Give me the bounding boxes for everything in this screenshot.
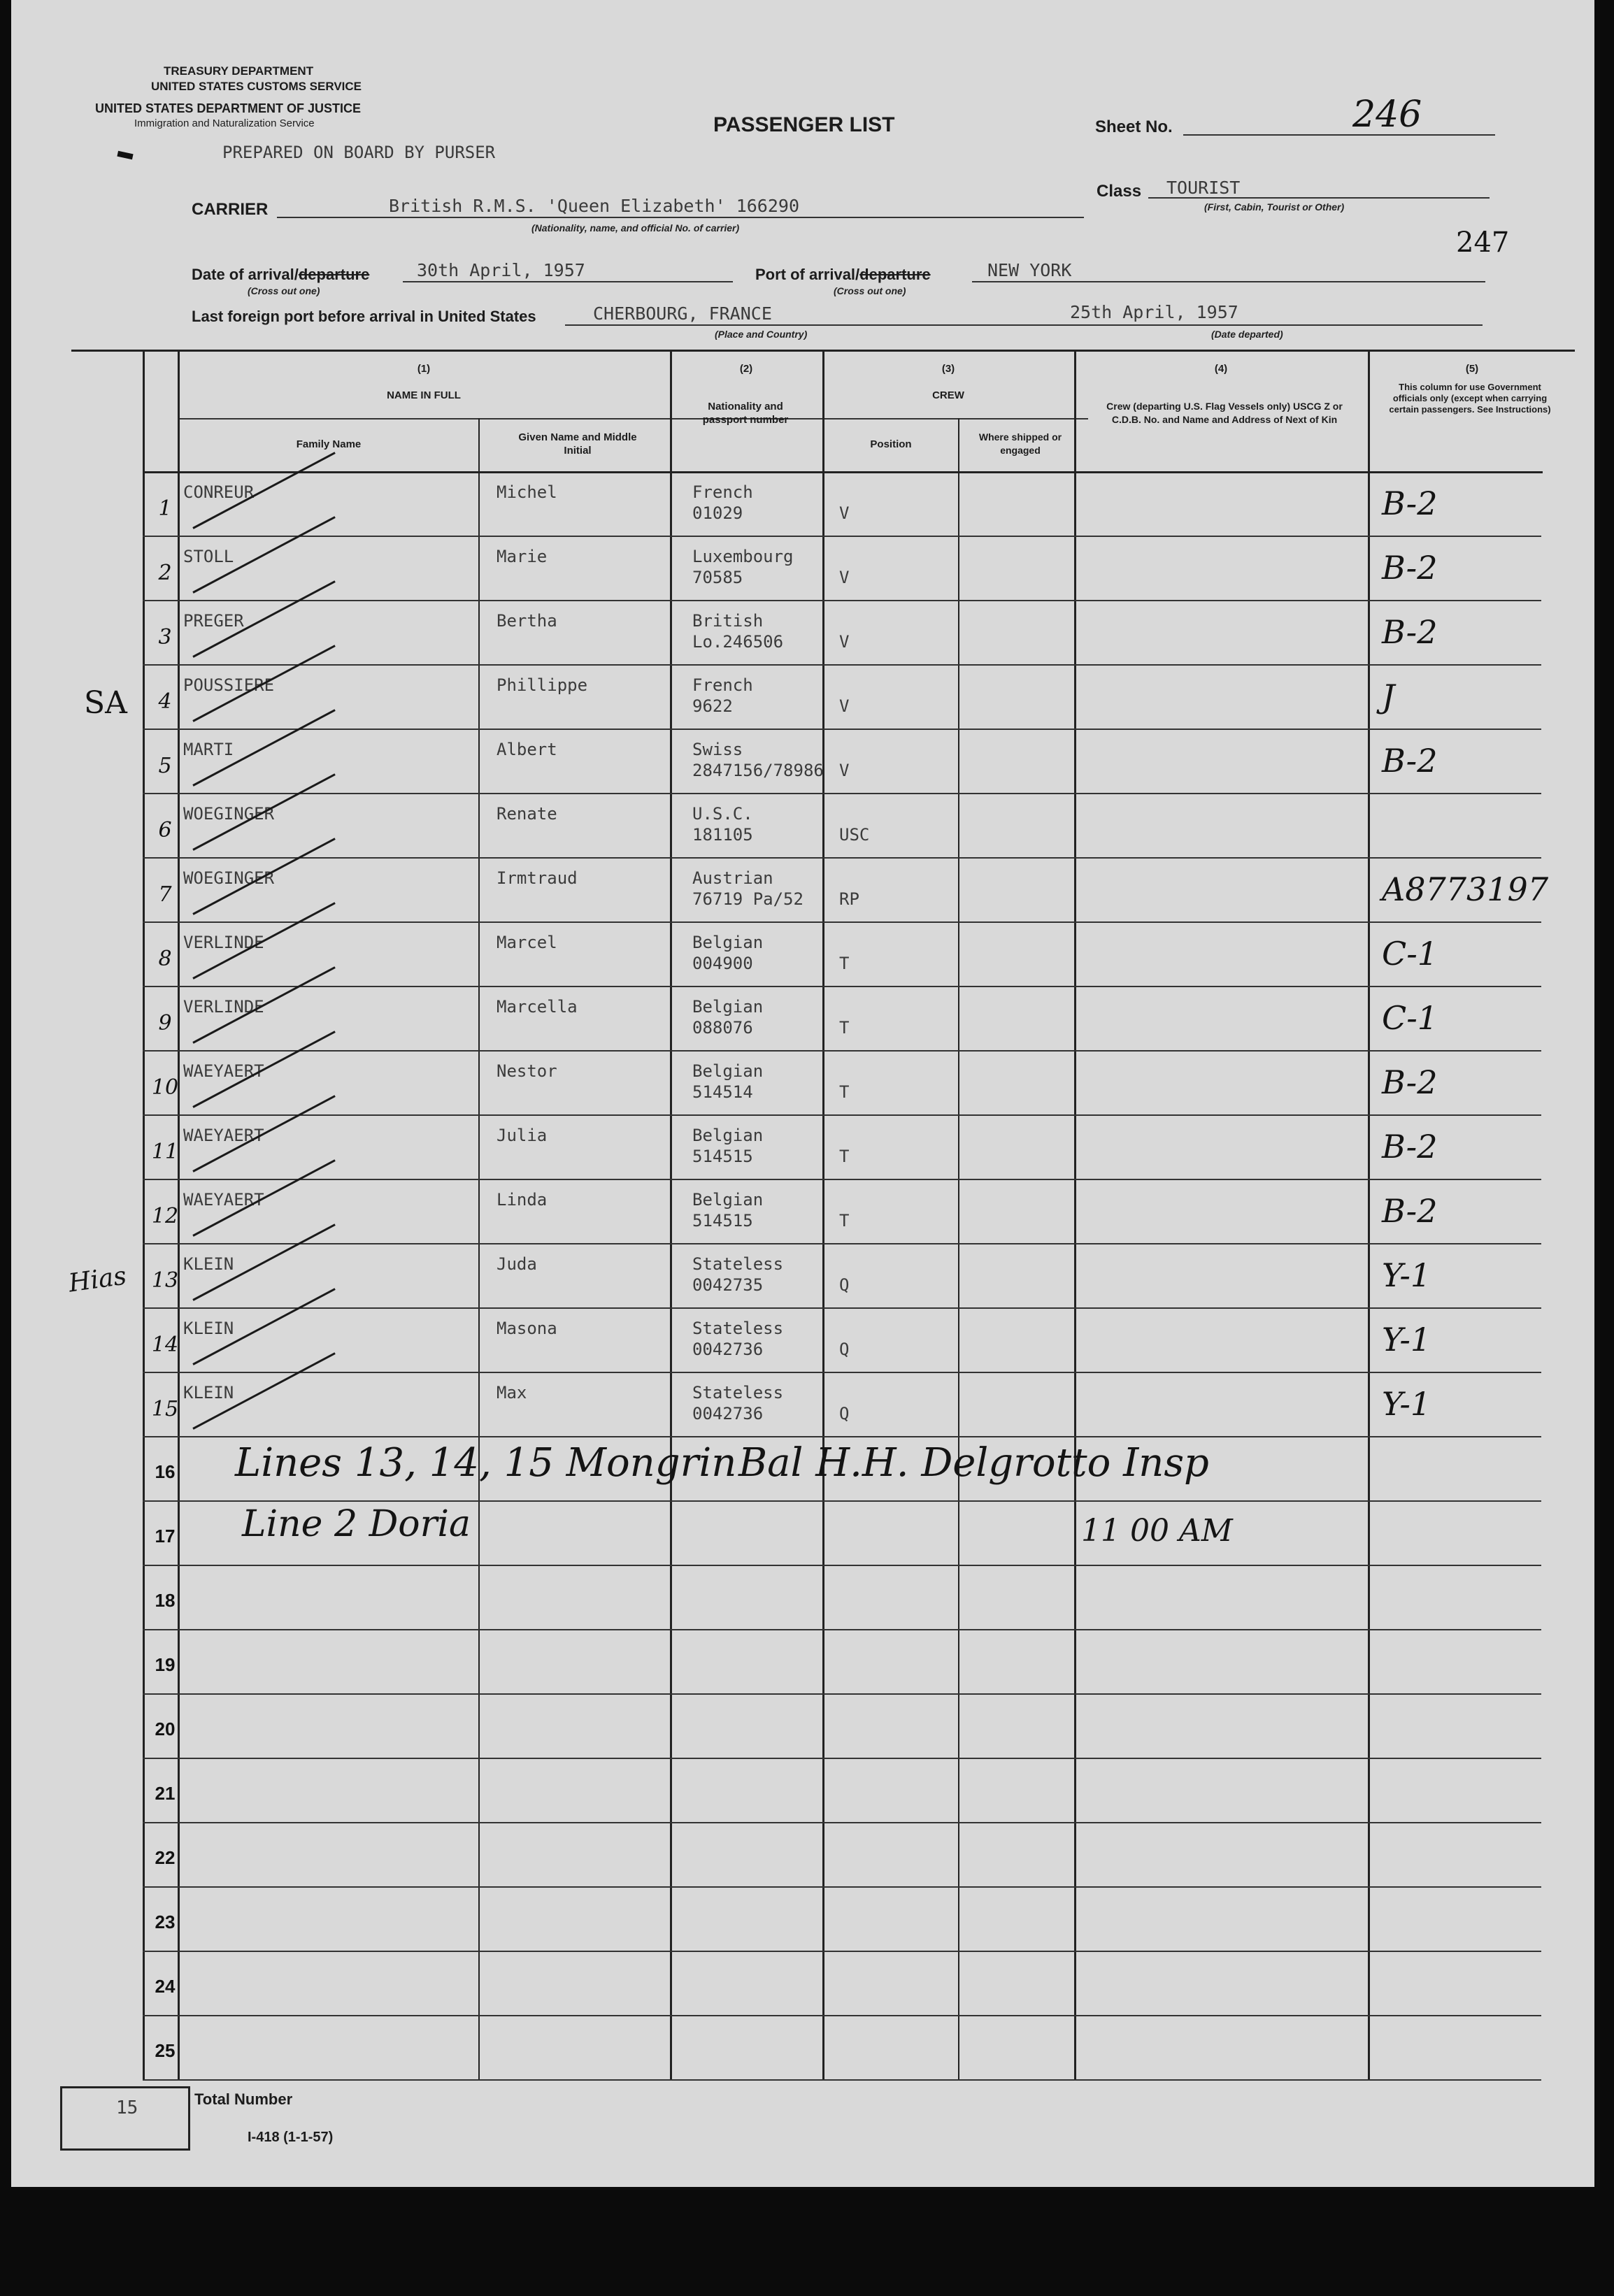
given-name: Max xyxy=(497,1383,527,1402)
family-name: KLEIN xyxy=(183,1319,234,1338)
carrier-underline xyxy=(277,217,1084,218)
lastport-label: Last foreign port before arrival in United States xyxy=(192,308,536,325)
family-name: WOEGINGER xyxy=(183,804,275,824)
sheet-number: 246 xyxy=(1352,94,1422,136)
official-mark: Y-1 xyxy=(1382,1385,1431,1423)
family-name: WAEYAERT xyxy=(183,1190,264,1210)
class-note: (First, Cabin, Tourist or Other) xyxy=(1204,201,1345,213)
table-subhead-rule xyxy=(179,418,1088,419)
agency-line-2: UNITED STATES CUSTOMS SERVICE xyxy=(151,80,362,93)
family-name: KLEIN xyxy=(183,1383,234,1402)
row-rule xyxy=(143,1436,1541,1437)
crew-code: V xyxy=(839,696,850,716)
official-mark: B-2 xyxy=(1382,742,1438,780)
row-rule xyxy=(143,1693,1541,1695)
row-rule xyxy=(143,921,1541,923)
row-number: 8 xyxy=(158,947,172,971)
nationality: French xyxy=(692,482,753,502)
row-number: 19 xyxy=(155,1654,176,1675)
row-rule xyxy=(143,664,1541,666)
col2-title: Nationality and passport number xyxy=(702,401,789,426)
col1-given: Given Name and Middle Initial xyxy=(518,431,637,457)
col5-number: (5) xyxy=(1465,363,1479,375)
page-mark xyxy=(117,151,133,159)
row-number: 11 xyxy=(151,1140,179,1164)
row-rule xyxy=(143,1307,1541,1309)
crew-code: T xyxy=(839,1082,850,1102)
row-number: 16 xyxy=(155,1461,176,1482)
col-rule-4 xyxy=(822,350,824,2081)
row-number: 3 xyxy=(158,625,172,650)
row-number: 1 xyxy=(158,496,172,521)
nationality: British xyxy=(692,611,764,631)
given-name: Michel xyxy=(497,482,557,502)
row-rule xyxy=(143,536,1541,537)
row-number: 13 xyxy=(151,1268,179,1293)
agency-line-1: TREASURY DEPARTMENT xyxy=(164,64,314,78)
official-mark: A8773197 xyxy=(1382,870,1549,908)
family-name: WAEYAERT xyxy=(183,1126,264,1145)
arrival-note: (Cross out one) xyxy=(248,285,320,296)
arrival-value: 30th April, 1957 xyxy=(417,260,585,280)
row-rule xyxy=(143,1243,1541,1244)
given-name: Juda xyxy=(497,1254,537,1274)
col2-number: (2) xyxy=(739,363,753,375)
family-name: WOEGINGER xyxy=(183,868,275,888)
family-name: PREGER xyxy=(183,611,244,631)
crew-code: V xyxy=(839,761,850,780)
sheet-label: Sheet No. xyxy=(1095,117,1173,136)
row-number: 21 xyxy=(155,1783,176,1804)
lastport-note: (Place and Country) xyxy=(715,329,808,340)
port-label-text: Port of arrival/ xyxy=(755,266,860,283)
row-rule xyxy=(143,793,1541,794)
handnote-line16: Lines 13, 14, 15 Mongrin xyxy=(235,1440,737,1486)
arrival-label-crossed: departure xyxy=(298,266,370,283)
class-value: TOURIST xyxy=(1166,178,1241,198)
nationality: Stateless xyxy=(692,1254,784,1274)
total-label: Total Number xyxy=(194,2090,293,2108)
family-name: POUSSIERE xyxy=(183,675,275,695)
page-title: PASSENGER LIST xyxy=(713,113,895,136)
row-number: 9 xyxy=(158,1011,172,1035)
passport-number: 2847156/78986 xyxy=(692,761,824,780)
official-mark: B-2 xyxy=(1382,549,1438,587)
given-name: Julia xyxy=(497,1126,548,1145)
given-name: Irmtraud xyxy=(497,868,578,888)
crew-code: Q xyxy=(839,1404,850,1423)
official-mark: J xyxy=(1382,677,1395,715)
col1-family: Family Name xyxy=(296,438,362,450)
passenger-list-page xyxy=(11,0,1594,2187)
crew-code: Q xyxy=(839,1275,850,1295)
arrival-label-text: Date of arrival/ xyxy=(192,266,299,283)
arrival-label xyxy=(192,266,369,284)
nationality: French xyxy=(692,675,753,695)
nationality: Swiss xyxy=(692,740,743,759)
official-mark: B-2 xyxy=(1382,485,1438,522)
given-name: Marcel xyxy=(497,933,557,952)
col3-number: (3) xyxy=(941,363,955,375)
nationality: Belgian xyxy=(692,997,764,1017)
handnote-time: 11 00 AM xyxy=(1081,1513,1233,1549)
col-rule-7 xyxy=(1368,350,1370,2081)
crew-code: T xyxy=(839,1018,850,1038)
col-rule-5 xyxy=(958,418,959,2081)
passport-number: 0042736 xyxy=(692,1404,764,1423)
col4-number: (4) xyxy=(1214,363,1228,375)
official-mark: B-2 xyxy=(1382,1128,1438,1165)
official-mark: C-1 xyxy=(1382,935,1438,973)
port-note: (Cross out one) xyxy=(834,285,906,296)
family-name: VERLINDE xyxy=(183,997,264,1017)
col1-number: (1) xyxy=(417,363,431,375)
row-rule xyxy=(143,1050,1541,1052)
row-rule xyxy=(143,986,1541,987)
port-value: NEW YORK xyxy=(987,260,1072,280)
passport-number: 9622 xyxy=(692,696,733,716)
given-name: Renate xyxy=(497,804,557,824)
row-number: 6 xyxy=(158,818,172,842)
official-mark: C-1 xyxy=(1382,999,1438,1037)
row-number: 7 xyxy=(158,882,172,907)
passport-number: 514515 xyxy=(692,1211,753,1230)
crew-code: T xyxy=(839,954,850,973)
row-rule xyxy=(143,2015,1541,2016)
crew-code: T xyxy=(839,1147,850,1166)
row-rule xyxy=(143,600,1541,601)
crew-code: USC xyxy=(839,825,870,845)
nationality: U.S.C. xyxy=(692,804,753,824)
given-name: Masona xyxy=(497,1319,557,1338)
row-number: 20 xyxy=(155,1719,176,1739)
carrier-note: (Nationality, name, and official No. of carrier) xyxy=(531,222,740,234)
col-rule-3 xyxy=(670,350,672,2081)
nationality: Stateless xyxy=(692,1319,784,1338)
row-number: 14 xyxy=(151,1333,179,1357)
family-name: CONREUR xyxy=(183,482,255,502)
row-rule xyxy=(143,857,1541,859)
passport-number: 76719 Pa/52 xyxy=(692,889,804,909)
row-rule xyxy=(143,1114,1541,1116)
given-name: Marie xyxy=(497,547,548,566)
row-number: 10 xyxy=(151,1075,179,1100)
sheet-underline xyxy=(1183,134,1495,136)
nationality: Belgian xyxy=(692,1190,764,1210)
row-rule xyxy=(143,1822,1541,1823)
given-name: Phillippe xyxy=(497,675,588,695)
col3-position: Position xyxy=(870,438,912,450)
total-box xyxy=(60,2086,190,2151)
port-underline xyxy=(972,281,1485,282)
official-mark: B-2 xyxy=(1382,1192,1438,1230)
official-mark: B-2 xyxy=(1382,1063,1438,1101)
nationality: Belgian xyxy=(692,1126,764,1145)
total-value: 15 xyxy=(116,2097,138,2118)
row-rule xyxy=(143,1372,1541,1373)
family-name: KLEIN xyxy=(183,1254,234,1274)
official-mark: B-2 xyxy=(1382,613,1438,651)
row-rule xyxy=(143,1565,1541,1566)
col1-title: NAME IN FULL xyxy=(387,389,461,401)
col4-title: Crew (departing U.S. Flag Vessels only) USCG Z or C.D.B. No. and Name and Address of Next of Kin xyxy=(1106,401,1343,425)
row-rule xyxy=(143,1500,1541,1502)
nationality: Austrian xyxy=(692,868,773,888)
col5-title: This column for use Government officials only (except when carrying certain passengers. See Instructions) xyxy=(1389,382,1551,415)
crew-code: T xyxy=(839,1211,850,1230)
passport-number: 01029 xyxy=(692,503,743,523)
carrier-value: British R.M.S. 'Queen Elizabeth' 166290 xyxy=(389,196,799,216)
passport-number: 0042735 xyxy=(692,1275,764,1295)
given-name: Nestor xyxy=(497,1061,557,1081)
passport-number: 0042736 xyxy=(692,1340,764,1359)
arrival-underline xyxy=(403,281,733,282)
row-rule xyxy=(143,1951,1541,1952)
given-name: Albert xyxy=(497,740,557,759)
crew-code: V xyxy=(839,568,850,587)
margin-note-hias: Hias xyxy=(66,1261,129,1298)
form-id: I-418 (1-1-57) xyxy=(248,2130,334,2145)
passport-number: 514514 xyxy=(692,1082,753,1102)
crew-code: RP xyxy=(839,889,859,909)
handnote-line16-right: Bal H.H. Delgrotto Insp xyxy=(738,1440,1209,1486)
row-number: 4 xyxy=(158,689,172,714)
row-rule xyxy=(143,2079,1541,2081)
official-mark: Y-1 xyxy=(1382,1321,1431,1358)
passport-number: 004900 xyxy=(692,954,753,973)
port-label-crossed: departure xyxy=(859,266,931,283)
row-number: 17 xyxy=(155,1526,176,1547)
given-name: Linda xyxy=(497,1190,548,1210)
row-number: 23 xyxy=(155,1911,176,1932)
row-rule xyxy=(143,1758,1541,1759)
row-number: 18 xyxy=(155,1590,176,1611)
prepared-line: PREPARED ON BOARD BY PURSER xyxy=(222,143,496,162)
row-rule xyxy=(143,1179,1541,1180)
margin-note-sa: SA xyxy=(84,685,127,721)
agency-line-4: Immigration and Naturalization Service xyxy=(134,117,315,129)
col-rule-6 xyxy=(1074,350,1076,2081)
row-rule xyxy=(143,1629,1541,1630)
given-name: Marcella xyxy=(497,997,578,1017)
passport-number: Lo.246506 xyxy=(692,632,784,652)
family-name: MARTI xyxy=(183,740,234,759)
passport-number: 514515 xyxy=(692,1147,753,1166)
passport-number: 181105 xyxy=(692,825,753,845)
col3-title: CREW xyxy=(932,389,964,401)
passport-number: 088076 xyxy=(692,1018,753,1038)
row-number: 25 xyxy=(155,2040,176,2061)
agency-line-3: UNITED STATES DEPARTMENT OF JUSTICE xyxy=(95,101,362,115)
row-rule xyxy=(143,729,1541,730)
nationality: Stateless xyxy=(692,1383,784,1402)
class-label: Class xyxy=(1097,182,1142,201)
departed-value: 25th April, 1957 xyxy=(1070,302,1238,322)
class-underline xyxy=(1148,197,1490,199)
nationality: Belgian xyxy=(692,1061,764,1081)
family-name: WAEYAERT xyxy=(183,1061,264,1081)
col-rule-2 xyxy=(478,418,480,2081)
crew-code: V xyxy=(839,503,850,523)
port-label xyxy=(755,266,931,284)
family-name: STOLL xyxy=(183,547,234,566)
stamp-number: 247 xyxy=(1456,227,1510,259)
departed-note: (Date departed) xyxy=(1211,329,1283,340)
family-name: VERLINDE xyxy=(183,933,264,952)
row-number: 5 xyxy=(158,754,172,778)
passport-number: 70585 xyxy=(692,568,743,587)
row-rule xyxy=(143,1886,1541,1888)
row-number: 24 xyxy=(155,1976,176,1997)
nationality: Belgian xyxy=(692,933,764,952)
handnote-line17: Line 2 Doria xyxy=(242,1503,471,1545)
row-number: 2 xyxy=(158,561,172,585)
nationality: Luxembourg xyxy=(692,547,794,566)
row-number: 15 xyxy=(151,1397,179,1421)
carrier-label: CARRIER xyxy=(192,200,269,219)
table-head-bottom xyxy=(144,471,1543,473)
crew-code: V xyxy=(839,632,850,652)
row-number: 22 xyxy=(155,1847,176,1868)
col3-where: Where shipped or engaged xyxy=(978,431,1062,456)
row-number: 12 xyxy=(151,1204,179,1228)
crew-code: Q xyxy=(839,1340,850,1359)
lastport-value: CHERBOURG, FRANCE xyxy=(593,303,772,324)
given-name: Bertha xyxy=(497,611,557,631)
official-mark: Y-1 xyxy=(1382,1256,1431,1294)
lastport-underline xyxy=(565,324,1483,326)
